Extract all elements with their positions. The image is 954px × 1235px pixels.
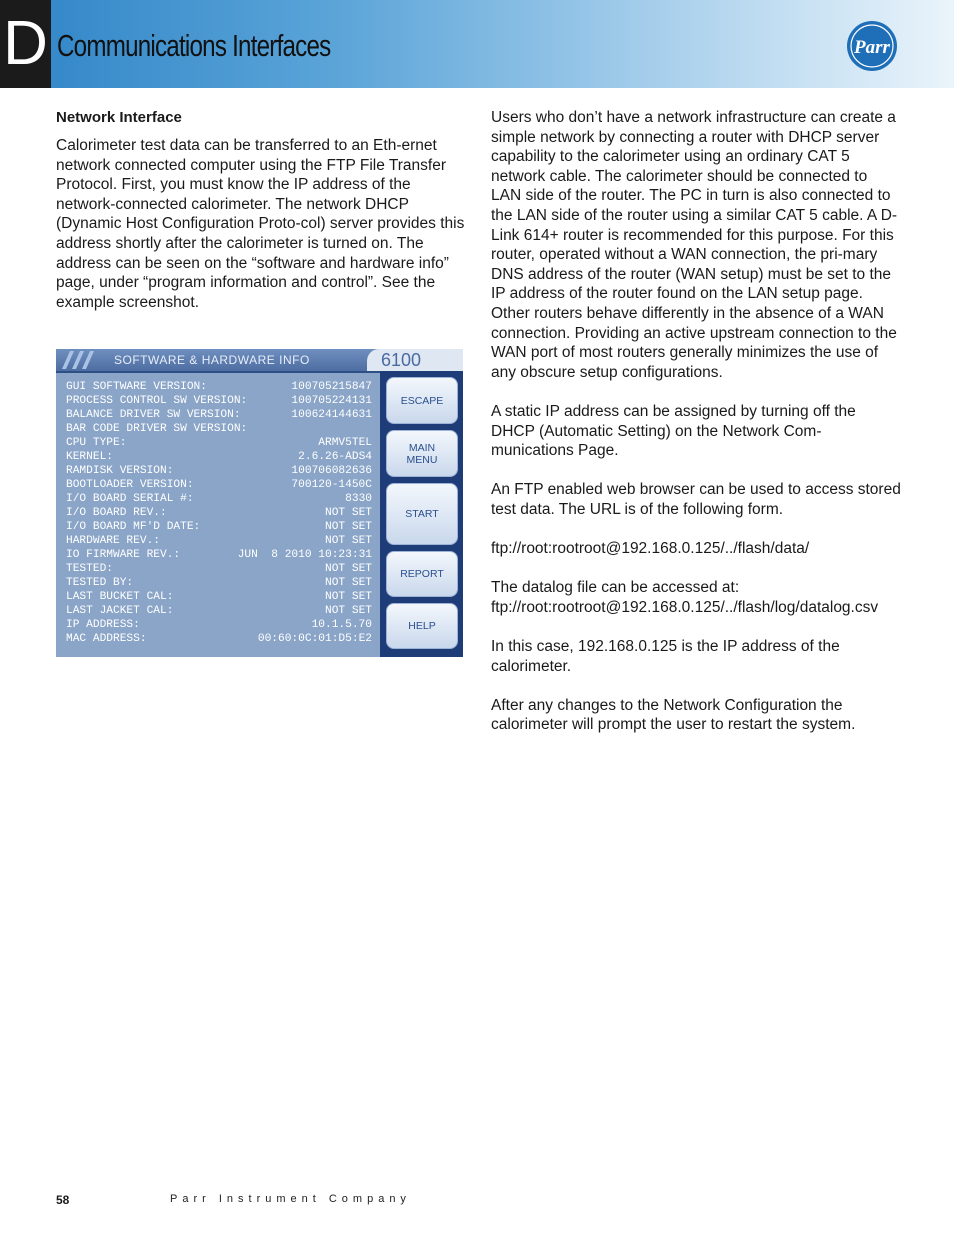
- info-label: I/O BOARD REV.:: [66, 507, 167, 519]
- start-button[interactable]: START: [386, 483, 458, 545]
- info-value: NOT SET: [325, 591, 372, 603]
- screen-titlebar: [56, 349, 463, 371]
- info-row: [66, 591, 372, 605]
- ftp-data-url: ftp://root:rootroot@192.168.0.125/../flash/data/: [491, 540, 810, 558]
- info-row: [66, 437, 372, 451]
- intro-paragraph: Calorimeter test data can be transferred to an Eth-ernet network connected computer using the FTP File Transfer Protocol. First, you must know the IP address of the network-connected calorimeter. The network DHCP (Dynamic Host Configuration Proto-col) server provides this address shortly after the calorimeter is turned on. The address can be seen on the “software and hardware info” page, under “program information and control”. See the example screenshot.: [56, 137, 465, 311]
- datalog-paragraph: [491, 578, 901, 617]
- info-value: NOT SET: [325, 563, 372, 575]
- info-row: [66, 633, 372, 647]
- restart-paragraph: After any changes to the Network Configuration the calorimeter will prompt the user to restart the system.: [491, 696, 856, 734]
- info-row: [66, 381, 372, 395]
- info-row: [66, 563, 372, 577]
- info-label: GUI SOFTWARE VERSION:: [66, 381, 207, 393]
- info-label: I/O BOARD SERIAL #:: [66, 493, 194, 505]
- main-menu-button[interactable]: [386, 430, 458, 477]
- info-label: LAST BUCKET CAL:: [66, 591, 174, 603]
- info-value: 100706082636: [291, 465, 372, 477]
- escape-button[interactable]: ESCAPE: [386, 377, 458, 424]
- info-value: NOT SET: [325, 507, 372, 519]
- info-row: [66, 507, 372, 521]
- info-row: [66, 605, 372, 619]
- parr-logo-icon: [846, 20, 898, 72]
- page-title: Communications Interfaces: [57, 28, 331, 63]
- info-label: I/O BOARD MF'D DATE:: [66, 521, 201, 533]
- ftp-paragraph: An FTP enabled web browser can be used to access stored test data. The URL is of the following form.: [491, 481, 901, 518]
- info-label: BALANCE DRIVER SW VERSION:: [66, 409, 241, 421]
- datalog-url: ftp://root:rootroot@192.168.0.125/../flash/log/datalog.csv: [491, 598, 879, 616]
- info-value: NOT SET: [325, 535, 372, 547]
- info-label: BAR CODE DRIVER SW VERSION:: [66, 423, 248, 435]
- info-label: HARDWARE REV.:: [66, 535, 160, 547]
- info-value: 10.1.5.70: [311, 619, 372, 631]
- info-value: JUN 8 2010 10:23:31: [237, 549, 372, 561]
- info-value: NOT SET: [325, 605, 372, 617]
- datalog-label: The datalog file can be accessed at:: [491, 579, 740, 597]
- info-label: IP ADDRESS:: [66, 619, 140, 631]
- stripes-icon: [60, 351, 100, 369]
- info-value: 2.6.26-ADS4: [298, 451, 372, 463]
- info-value: NOT SET: [325, 521, 372, 533]
- info-label: PROCESS CONTROL SW VERSION:: [66, 395, 248, 407]
- page-header: [0, 0, 954, 88]
- logo-text: Parr: [854, 37, 890, 58]
- info-row: [66, 521, 372, 535]
- info-value: 700120-1450C: [291, 479, 372, 491]
- router-paragraph: Users who don’t have a network infrastructure can create a simple network by connecting a router with DHCP server capability to the calorimeter using an ordinary CAT 5 network cable. The calorimeter should be connected to LAN side of the router. The PC in turn is also connected to the LAN side of the router using a similar CAT 5 cable. A D-Link 614+ router is recommended for this purpose. For this router, operated without a WAN connection, the pri-mary DNS address of the router (WAN setup) must be set to the IP address of the router found on the LAN setup page. Other routers behave differently in the absence of a WAN connection. Providing an active upstream connection to the WAN port of most routers generally minimizes the use of any obscure setup configurations.: [491, 109, 898, 381]
- info-value: 100705224131: [291, 395, 372, 407]
- main-menu-label-2: MENU: [406, 453, 438, 466]
- info-value: 100705215847: [291, 381, 372, 393]
- info-row: [66, 423, 372, 437]
- info-label: IO FIRMWARE REV.:: [66, 549, 181, 561]
- info-row: [66, 549, 372, 563]
- company-name: Parr Instrument Company: [170, 1193, 411, 1205]
- info-row: [66, 493, 372, 507]
- right-column: [491, 108, 901, 755]
- info-value: NOT SET: [325, 577, 372, 589]
- left-column: [56, 108, 466, 312]
- report-button[interactable]: REPORT: [386, 551, 458, 597]
- info-label: KERNEL:: [66, 451, 113, 463]
- info-row: [66, 465, 372, 479]
- ip-note-paragraph: In this case, 192.168.0.125 is the IP address of the calorimeter.: [491, 638, 840, 675]
- info-label: CPU TYPE:: [66, 437, 127, 449]
- static-ip-paragraph: A static IP address can be assigned by turning off the DHCP (Automatic Setting) on the Network Com-munications Page.: [491, 402, 856, 460]
- info-row: [66, 409, 372, 423]
- info-label: BOOTLOADER VERSION:: [66, 479, 194, 491]
- device-screenshot: [56, 349, 463, 657]
- model-badge: 6100: [367, 349, 463, 371]
- info-value: 100624144631: [291, 409, 372, 421]
- info-list: [56, 371, 380, 657]
- help-button[interactable]: HELP: [386, 603, 458, 649]
- info-row: [66, 619, 372, 633]
- info-row: [66, 451, 372, 465]
- screen-button-panel: [380, 371, 463, 657]
- info-label: MAC ADDRESS:: [66, 633, 147, 645]
- info-value: 8330: [345, 493, 372, 505]
- section-letter: D: [0, 0, 51, 88]
- info-row: [66, 479, 372, 493]
- info-label: TESTED:: [66, 563, 113, 575]
- info-row: [66, 577, 372, 591]
- main-menu-label-1: MAIN: [408, 441, 436, 454]
- info-label: LAST JACKET CAL:: [66, 605, 174, 617]
- section-heading: Network Interface: [56, 109, 182, 126]
- screen-title: SOFTWARE & HARDWARE INFO: [114, 353, 310, 367]
- info-value: 00:60:0C:01:D5:E2: [257, 633, 372, 645]
- info-label: RAMDISK VERSION:: [66, 465, 174, 477]
- info-label: TESTED BY:: [66, 577, 134, 589]
- info-value: ARMV5TEL: [318, 437, 372, 449]
- info-row: [66, 395, 372, 409]
- page-number: 58: [56, 1193, 70, 1207]
- info-row: [66, 535, 372, 549]
